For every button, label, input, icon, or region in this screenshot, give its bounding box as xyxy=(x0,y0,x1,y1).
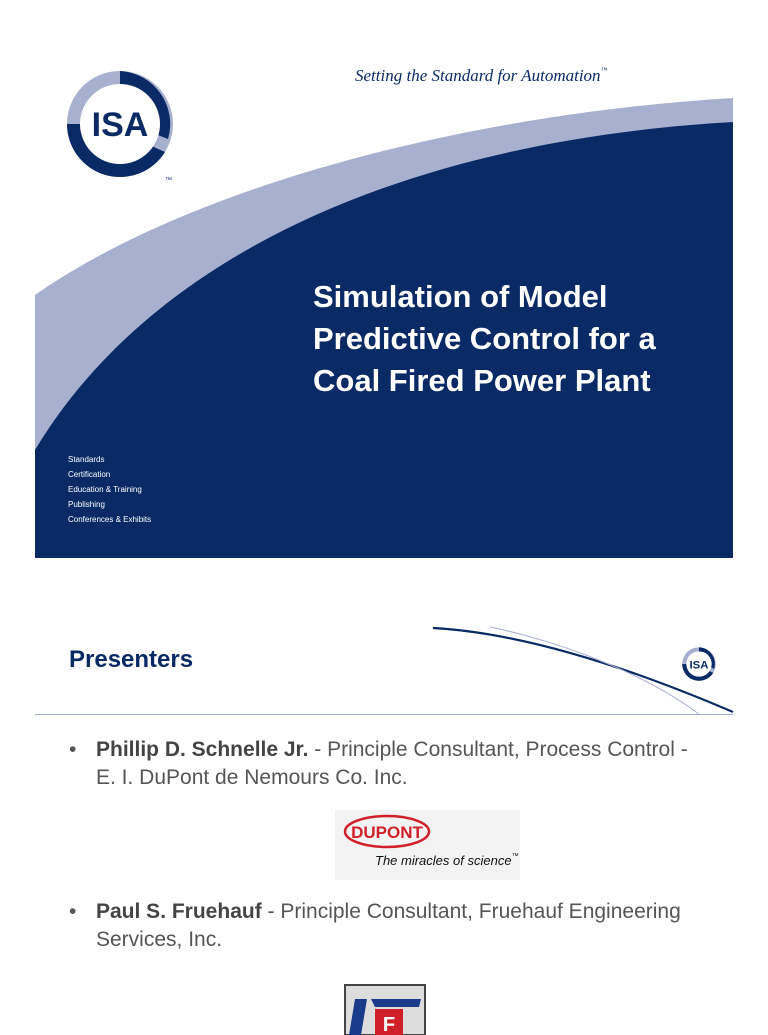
title-slide xyxy=(35,40,733,558)
services-list-item: Education & Training xyxy=(68,485,142,494)
presenter-name: Paul S. Fruehauf xyxy=(96,900,262,923)
title-line: Predictive Control for a xyxy=(313,321,656,356)
bullet-marker: • xyxy=(69,738,77,761)
dupont-oval-icon xyxy=(343,814,431,849)
services-list-item: Certification xyxy=(68,470,111,479)
svg-text:F: F xyxy=(382,1014,396,1035)
presenter-description: - Principle Consultant, Process Control - E. I. DuPont de Nemours Co. Inc. xyxy=(96,738,688,789)
title-line: Coal Fired Power Plant xyxy=(313,363,651,398)
svg-text:™: ™ xyxy=(165,177,172,184)
dupont-tagline: The miracles of science™ xyxy=(375,853,519,868)
presenter-item xyxy=(69,898,689,954)
slide-title: Presenters xyxy=(69,646,194,673)
dupont-logo xyxy=(335,810,520,880)
services-list-item: Publishing xyxy=(68,500,105,509)
services-list-item: Standards xyxy=(68,455,105,464)
presenter-description: - Principle Consultant, Fruehauf Engineering Services, Inc. xyxy=(96,900,681,951)
services-list xyxy=(68,452,151,527)
header-divider xyxy=(35,714,733,715)
slide-title xyxy=(313,276,723,402)
isa-logo xyxy=(65,64,185,184)
svg-text:ISA: ISA xyxy=(91,106,149,144)
bullet-marker: • xyxy=(69,900,77,923)
title-line: Simulation of Model xyxy=(313,279,608,314)
isa-logo xyxy=(680,645,718,683)
presenter-name: Phillip D. Schnelle Jr. xyxy=(96,738,309,761)
fruehauf-logo xyxy=(345,985,425,1035)
services-list-item: Conferences & Exhibits xyxy=(68,515,152,524)
presenters-slide xyxy=(35,595,733,1035)
presenter-item xyxy=(69,736,689,792)
svg-text:DUPONT: DUPONT xyxy=(351,823,423,842)
tagline: Setting the Standard for Automation™ xyxy=(355,66,608,85)
svg-text:ISA: ISA xyxy=(689,659,709,672)
